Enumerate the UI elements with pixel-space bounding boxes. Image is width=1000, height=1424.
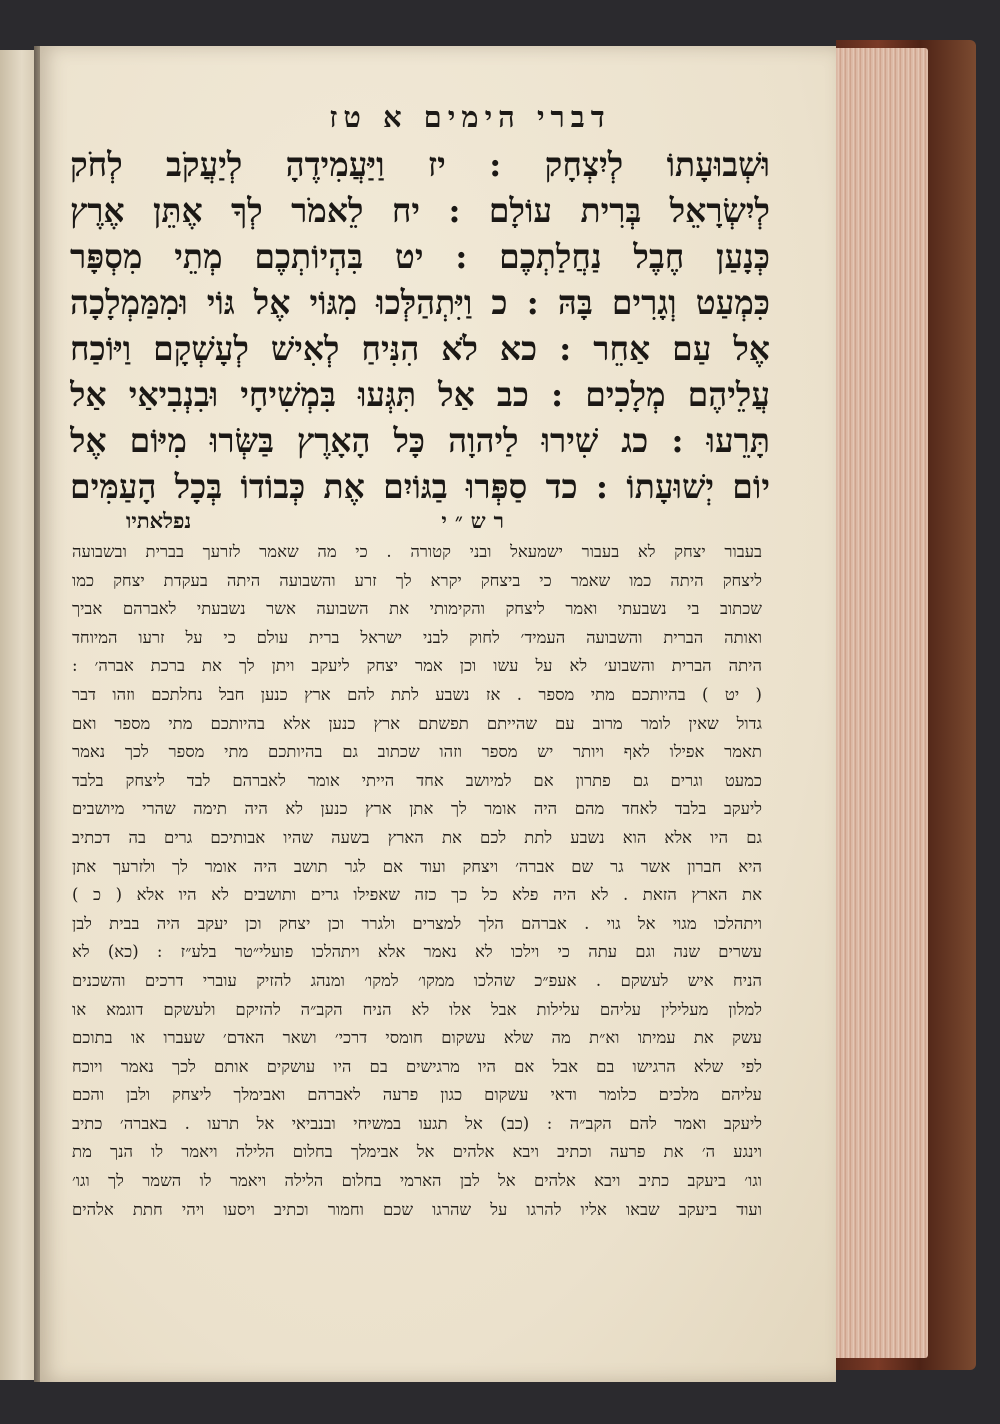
commentary-line: עשרים שנה וגם עתה כי וילכו לא נאמר אלא ויתהלכו פועלי״טר בלע״ז : (כא) לא (72, 942, 762, 962)
commentary-line: הניח איש לעשקם . אעפ״כ שהלכו ממקו׳ למקו׳ ומנהג להזיק עוברי דרכים והשכנים (72, 970, 762, 990)
book-page (40, 46, 836, 1382)
commentary-line: ליעקב ואמר להם הקב״ה : (כב) אל תגעו במשיחי ובנביאי אל תרעו . באברה׳ כתיב (72, 1113, 762, 1133)
commentary-line: תאמר אפילו לאף ויותר יש מספר וזהו שכתוב גם בהיותכם מתי מספר לכך נאמר (72, 742, 762, 762)
commentary-line: וגו׳ ביעקב כתיב ויבא אלהים אל לבן הארמי בחלום הלילה ויאמר לו השמר לך וגו׳ (72, 1171, 762, 1191)
commentary-line: ויתהלכו מגוי אל גוי . אברהם הלך למצרים ולגרר וכן יצחק וכן יעקב היה בבית לבן (72, 913, 762, 933)
commentary-line: ליעקב בלבד לאחד מהם היה אומר לך אתן ארץ כנען לא היה תימה שהרי מיושבים (72, 799, 762, 819)
verse-line: וּשְׁבוּעָתוֹ לְיִצְחָק : יז וַיַּעֲמִידֶהָ לְיַעֲקֹב לְחֹק (70, 145, 770, 184)
commentary-block (72, 538, 762, 1224)
verse-line: אֶל עַם אַחֵר : כא לֹא הִנִּיחַ לְאִישׁ לְעָשְׁקָם וַיּוֹכַח (70, 329, 770, 368)
commentary-line: לפי שלא הרגישו בם אבל אם היו מרגישים בם היו עושקים אותם לכך נאמר ויוכח (72, 1056, 762, 1076)
commentary-line: בעבור יצחק לא בעבור ישמעאל ובני קטורה . כי מה שאמר לזרעך בברית ובשבועה (72, 542, 762, 561)
verse-line: תָּרֵעוּ : כג שִׁירוּ לַיהוָה כָּל הָאָרֶץ בַּשְּׂרוּ מִיּוֹם אֶל (70, 421, 770, 460)
verse-line: עֲלֵיהֶם מְלָכִים : כב אַל תִּגְּעוּ בִּמְשִׁיחָי וּבִנְבִיאַי אַל (70, 375, 770, 414)
commentary-line: ( יט ) בהיותכם מתי מספר . אז נשבע לתת להם ארץ כנען חבל נחלתכם וזהו דבר (72, 684, 762, 704)
commentary-line: גם היו אלא הוא נשבע לתת לכם את הארץ בשעה שהיו אבותיכם גרים בה דכתיב (72, 827, 762, 847)
verse-line: כְּנָעַן חֶבֶל נַחֲלַתְכֶם : יט בִּהְיוֹתְכֶם מְתֵי מִסְפָּר (70, 237, 770, 276)
commentary-lemma: נפלאתיו (126, 508, 192, 533)
commentary-line: את הארץ הזאת . לא היה פלא כל כך כזה שאפילו גרים ותושבים לא היו אלא ( כ ) (72, 885, 762, 905)
page-edges (832, 48, 928, 1358)
commentary-label: רש״י (441, 508, 512, 533)
commentary-line: היא חברון אשר גר שם אברה׳ ויצחק ועוד אם לגר תושב היה אומר לך ולזרעך אתן (72, 856, 762, 876)
commentary-line: ליצחק היתה כמו שאמר כי ביצחק יקרא לך זרע והשבועה היתה בעקדת יצחק כמו (72, 570, 762, 590)
commentary-line: שכתוב בי נשבעתי ואמר ליצחק והקימותי את השבועה אשר נשבעתי לאברהם אביך (72, 599, 762, 619)
verse-block (70, 142, 770, 510)
commentary-line: היתה הברית והשבוע׳ לא על עשו וכן אמר יצחק ליעקב ויתן לך את ברכת אברה׳ : (72, 656, 762, 676)
verse-line: לְיִשְׂרָאֵל בְּרִית עוֹלָם : יח לֵאמֹר לְךָ אֶתֵּן אֶרֶץ (70, 191, 770, 230)
verse-line: כִּמְעַט וְגָרִים בָּהּ : כ וַיִּתְהַלְּכוּ מִגּוֹי אֶל גּוֹי וּמִמַּמְלָכָה (70, 283, 770, 322)
verse-line: יוֹם יְשׁוּעָתוֹ : כד סַפְּרוּ בַגּוֹיִם אֶת כְּבוֹדוֹ בְּכָל הָעַמִּים (70, 467, 770, 506)
commentary-line: למלון מעלילין עליהם עלילות אבל אלו לא הניח הקב״ה להזיקם ולעשקם דוגמא או (72, 999, 762, 1019)
commentary-line: עשק את עמיתו וא״ת מה שלא עשקום חומסי דרכי׳ ושאר האדם׳ שעברו או בתוכם (72, 1028, 762, 1048)
commentary-line: גדול שאין לומר מרוב עם שהייתם תפשתם ארץ כנען אלא בהיותכם מתי מספר ואם (72, 713, 762, 733)
running-head: דברי הימים א טז (329, 100, 611, 134)
commentary-line: כמעט וגרים גם פתרון אם למיושב אחד הייתי אומר לאברהם לבד ליצחק בלבד (72, 770, 762, 790)
commentary-line: וינגע ה׳ את פרעה וכתיב ויבא אלהים אל אבימלך בחלום הלילה ויאמר לו הנך מת (72, 1142, 762, 1162)
commentary-line: ואותה הברית והשבועה העמיד׳ לחוק לבני ישראל ברית עולם כי על זרעו המיוחד (72, 627, 762, 647)
commentary-line: עליהם מלכים כלומר ודאי עשקום כגון פרעה לאברהם ואבימלך ליצחק ולבן והכם (72, 1085, 762, 1105)
left-page-edge (0, 50, 36, 1380)
commentary-line: ועוד ביעקב שבאו אליו להרגו על שהרגו שכם וחמור וכתיב ויסעו ויהי חתת אלהים (72, 1199, 762, 1219)
